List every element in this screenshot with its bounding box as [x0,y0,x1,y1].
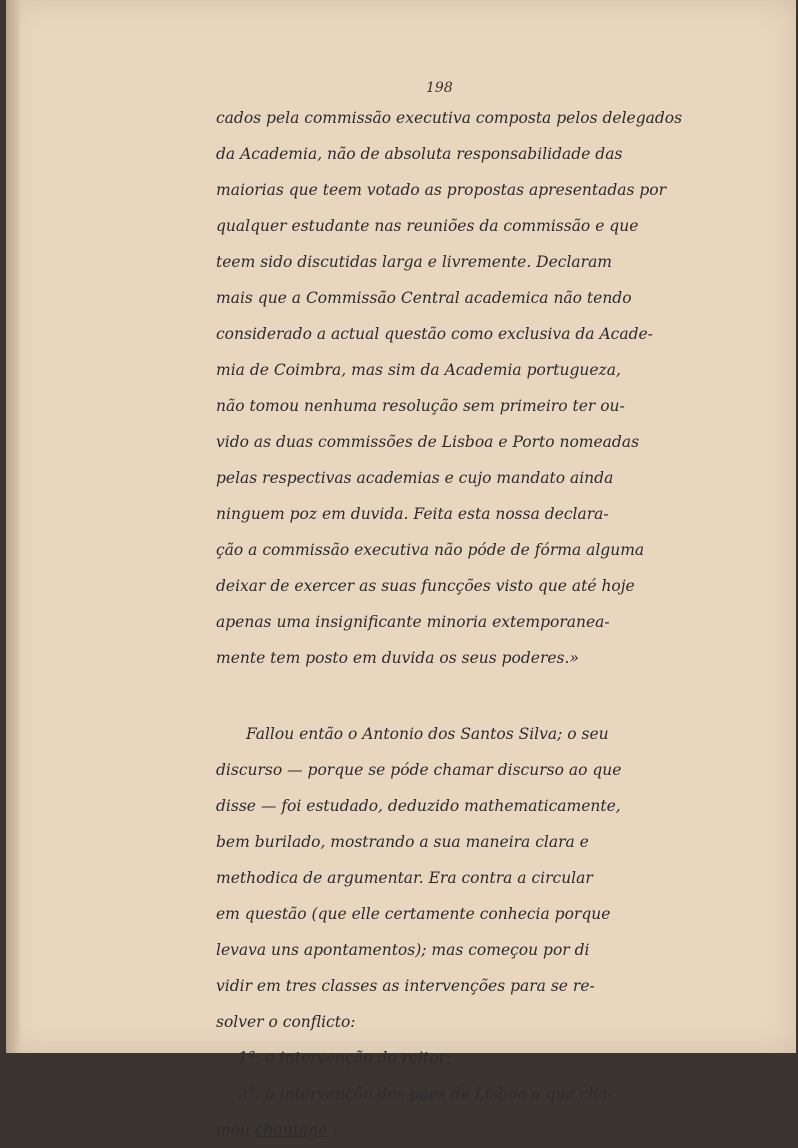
manuscript-page [6,0,796,1139]
paragraph-2 [216,716,686,1040]
text-line: maiorias que teem votado as propostas apresentadas por [216,181,667,199]
text-line: levava uns apontamentos); mas começou por di [216,941,590,959]
paragraph-1 [216,100,686,676]
manuscript-text [216,100,686,1148]
text-line: considerado a actual questão como exclusiva da Acade- [216,325,653,343]
text-line: cados pela commissão executiva composta pelos delegados [216,109,683,127]
text-line: da Academia, não de absoluta responsabilidade das [216,145,623,163]
continuation-prefix: mou [216,1121,251,1139]
text-line: disse — foi estudado, deduzido mathematicamente, [216,797,621,815]
paragraph-gap [216,676,686,716]
text-line: bem burilado, mostrando a sua maneira clara e [216,833,589,851]
text-line: vido as duas commissões de Lisboa e Porto nomeadas [216,433,640,451]
text-line: discurso — porque se póde chamar discurso ao que [216,761,622,779]
text-line: methodica de argumentar. Era contra a circular [216,869,593,887]
text-line: pelas respectivas academias e cujo mandato ainda [216,469,614,487]
page-number: 198 [426,80,453,96]
intervention-list [216,1040,686,1148]
text-line [216,1112,686,1148]
text-line: em questão (que elle certamente conhecia porque [216,905,611,923]
text-line: ção a commissão executiva não póde de fórma alguma [216,541,645,559]
text-line: não tomou nenhuma resolução sem primeiro ter ou- [216,397,625,415]
text-line: qualquer estudante nas reuniões da commissão e que [216,217,639,235]
text-line: solver o conflicto: [216,1013,356,1031]
text-line: ninguem poz em duvida. Feita esta nossa declara- [216,505,609,523]
page-binding-edge [6,0,20,1053]
list-item: 2ª: a intervenção dos paes de Lisboa a que cha- [238,1085,613,1103]
text-line: mais que a Commissão Central academica não tendo [216,289,632,307]
text-line: mente tem posto em duvida os seus poderes.» [216,649,579,667]
text-line: mia de Coimbra, mas sim da Academia portugueza, [216,361,621,379]
text-line: deixar de exercer as suas funcções visto que até hoje [216,577,635,595]
continuation-suffix: ; [332,1121,338,1139]
list-item: 1ª: a intervenção do reitor; [238,1049,452,1067]
text-line: teem sido discutidas larga e livremente. Declaram [216,253,613,271]
text-line: vidir em tres classes as intervenções para se re- [216,977,595,995]
text-line: Fallou então o Antonio dos Santos Silva; o seu [246,725,609,743]
text-line: apenas uma insignificante minoria extemporanea- [216,613,610,631]
underlined-word: chantage [254,1121,328,1139]
